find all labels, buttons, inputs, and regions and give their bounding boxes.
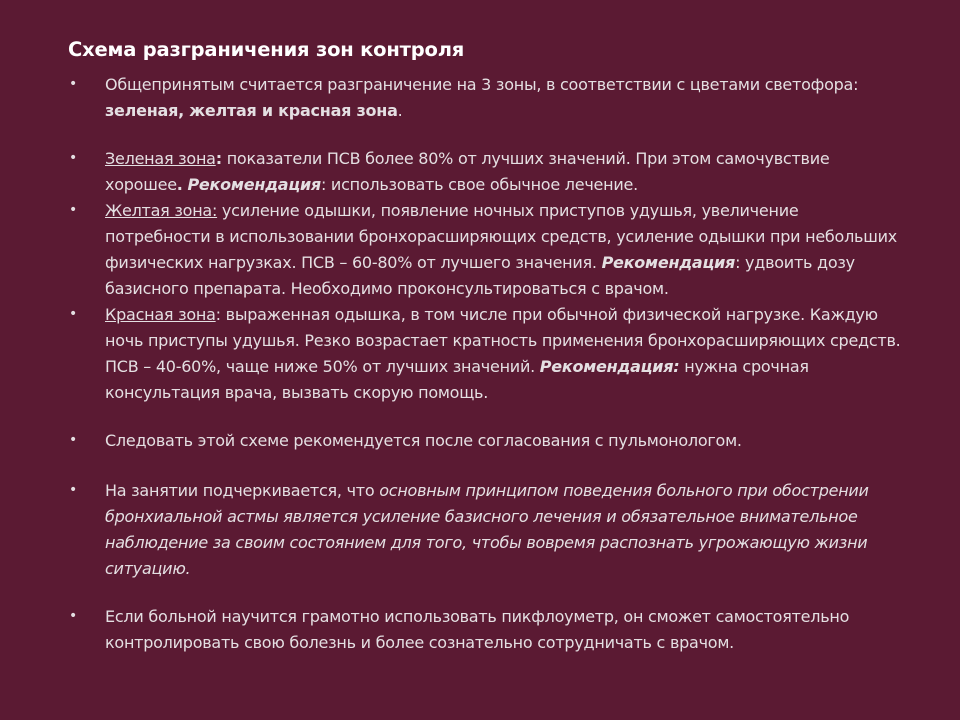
text: : использовать свое обычное лечение. — [320, 175, 638, 194]
green-zone-label: Зеленая зона — [105, 149, 216, 168]
text: . — [397, 101, 403, 120]
text: Если больной научится грамотно использовать пикфлоуметр, он сможет самостоятельно контролировать свою болезнь и более сознательно сотрудничать с врачом. — [105, 607, 850, 652]
paragraph-yellow-zone — [105, 198, 905, 302]
text-bold: : — [215, 149, 222, 168]
recommendation-label-italic: Рекомендация: — [539, 357, 680, 376]
recommendation-label — [540, 357, 680, 376]
recommendation-label — [187, 175, 320, 194]
paragraph-green-zone — [105, 146, 905, 198]
recommendation-label-italic: Рекомендация — [601, 253, 736, 272]
bullet-dot: • — [69, 432, 78, 448]
bullet-dot: • — [69, 482, 78, 498]
bullet-dot: • — [69, 202, 78, 218]
paragraph-red-zone — [105, 302, 905, 406]
bullet-dot: • — [69, 76, 78, 92]
text-italic: основным принципом поведения больного при обострении бронхиальной астмы является усиление базисного лечения и обязательное внимательное наблюдение за своим состоянием для того, чтобы вовремя распознать угрожающую жизни ситуацию. — [105, 481, 869, 578]
text-bold: зеленая, желтая и красная зона — [105, 101, 398, 120]
red-zone-label: Красная зона — [105, 305, 216, 324]
text: усиление одышки, появление ночных приступов удушья, увеличение потребности в использовании бронхорасширяющих средств, усиление одышки при небольших физических нагрузках. ПСВ – 60-80% от лучшего значения. — [105, 201, 897, 272]
text: нужна срочная консультация врача, вызвать скорую помощь. — [105, 357, 809, 402]
paragraph-principle — [105, 478, 905, 582]
recommendation-label — [602, 253, 735, 272]
slide-title: Схема разграничения зон контроля — [68, 38, 465, 61]
yellow-zone-label: Желтая зона: — [105, 201, 218, 220]
bullet-dot: • — [69, 608, 78, 624]
text: На занятии подчеркивается, что — [105, 481, 380, 500]
bullet-dot: • — [69, 150, 78, 166]
bullet-dot: • — [69, 306, 78, 322]
text: Следовать этой схеме рекомендуется после согласования с пульмонологом. — [105, 431, 742, 450]
text-bold: . — [176, 175, 183, 194]
text: : выраженная одышка, в том числе при обычной физической нагрузке. Каждую ночь приступы удушья. Резко возрастает кратность применения бронхорасширяющих средств. ПСВ – 40-60%, чаще ниже 50% от лучших значений. — [105, 305, 901, 376]
text: Общепринятым считается разграничение на 3 зоны, в соответствии с цветами светофора: — [105, 75, 859, 94]
paragraph-pulmonologist — [105, 428, 905, 454]
paragraph-peakflow — [105, 604, 905, 656]
paragraph-zones-intro — [105, 72, 905, 124]
recommendation-label-italic: Рекомендация — [187, 175, 321, 194]
text: показатели ПСВ более 80% от лучших значений. При этом самочувствие хорошее — [105, 149, 830, 194]
text: : удвоить дозу базисного препарата. Необходимо проконсультироваться с врачом. — [105, 253, 855, 298]
